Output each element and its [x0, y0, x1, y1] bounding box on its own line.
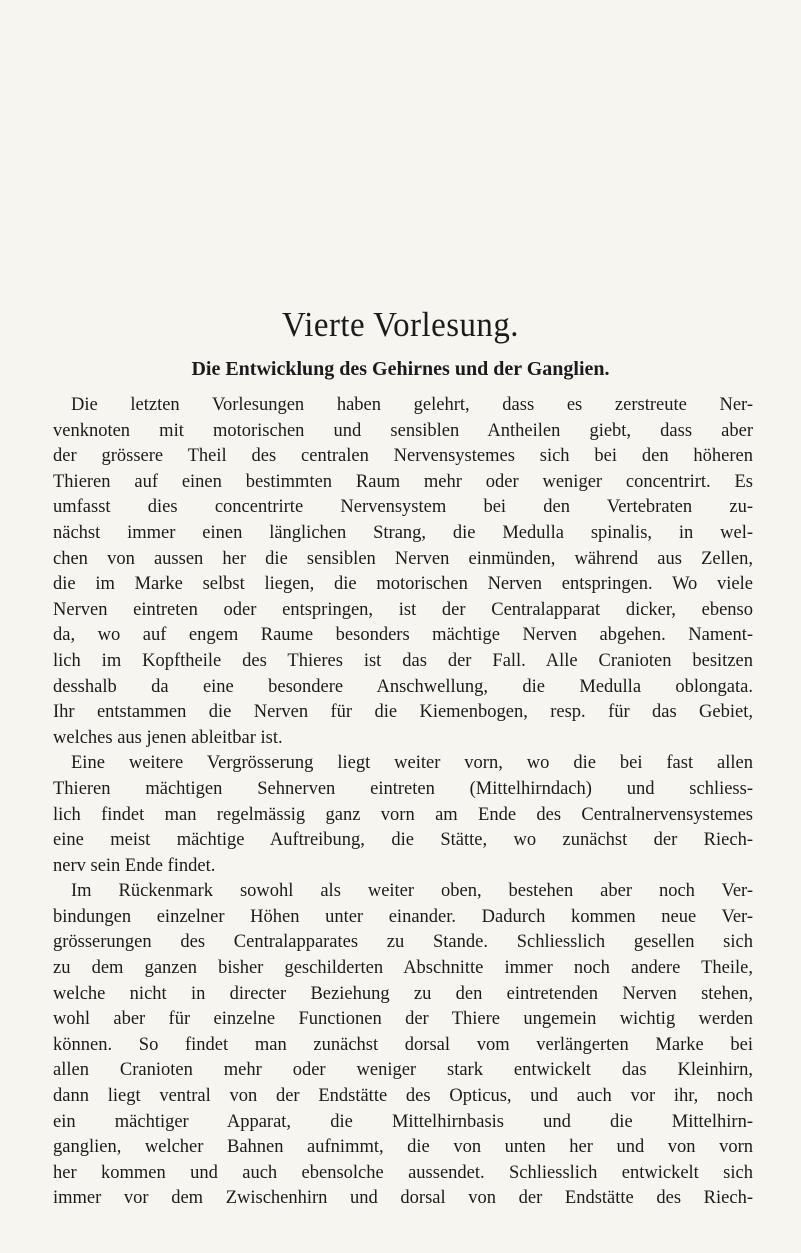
text-line: Thieren mächtigen Sehnerven eintreten (Mittelhirndach) und schliess- — [53, 778, 753, 799]
paragraph-2 — [53, 751, 753, 879]
text-line: Eine weitere Vergrösserung liegt weiter vorn, wo die bei fast allen — [71, 753, 753, 774]
text-line: können. So findet man zunächst dorsal vom verlängerten Marke bei — [53, 1034, 753, 1055]
text-line: chen von aussen her die sensiblen Nerven einmünden, während aus Zellen, — [53, 548, 753, 569]
text-line: venknoten mit motorischen und sensiblen Antheilen giebt, dass aber — [53, 420, 753, 441]
text-line: Nerven eintreten oder entspringen, ist der Centralapparat dicker, ebenso — [53, 599, 753, 620]
text-line: Die letzten Vorlesungen haben gelehrt, dass es zerstreute Ner- — [71, 395, 753, 415]
text-line: die im Marke selbst liegen, die motorischen Nerven entspringen. Wo viele — [53, 574, 753, 595]
section-title: Die Entwicklung des Gehirnes und der Ganglien. — [191, 358, 610, 380]
text-line: der grössere Theil des centralen Nervensystemes sich bei den höheren — [53, 446, 753, 467]
text-line: Thieren auf einen bestimmten Raum mehr oder weniger concentrirt. Es — [53, 471, 753, 492]
paragraph-1 — [53, 393, 753, 751]
text-line: ganglien, welcher Bahnen aufnimmt, die von unten her und von vorn — [53, 1137, 753, 1158]
paragraph-3 — [53, 879, 753, 1212]
text-line: ein mächtiger Apparat, die Mittelhirnbasis und die Mittelhirn- — [53, 1111, 753, 1132]
text-line: welche nicht in directer Beziehung zu den eintretenden Nerven stehen, — [53, 983, 753, 1004]
text-line: bindungen einzelner Höhen unter einander. Dadurch kommen neue Ver- — [53, 906, 753, 927]
body-text — [53, 393, 753, 1212]
text-line: umfasst dies concentrirte Nervensystem bei den Vertebraten zu- — [53, 497, 753, 518]
text-line: Ihr entstammen die Nerven für die Kiemenbogen, resp. für das Gebiet, — [53, 702, 753, 723]
text-line: her kommen und auch ebensolche aussendet. Schliesslich entwickelt sich — [53, 1162, 753, 1183]
text-line: grösserungen des Centralapparates zu Stande. Schliesslich gesellen sich — [53, 932, 753, 953]
text-line: lich findet man regelmässig ganz vorn am Ende des Centralnervensystemes — [53, 804, 753, 825]
text-line: desshalb da eine besondere Anschwellung, die Medulla oblongata. — [53, 676, 753, 697]
text-line: lich im Kopftheile des Thieres ist das der Fall. Alle Cranioten besitzen — [53, 650, 753, 671]
text-line: nächst immer einen länglichen Strang, die Medulla spinalis, in wel- — [53, 522, 753, 543]
text-line: Im Rückenmark sowohl als weiter oben, bestehen aber noch Ver- — [71, 881, 753, 902]
text-line: wohl aber für einzelne Functionen der Thiere ungemein wichtig werden — [53, 1009, 753, 1030]
text-line: nerv sein Ende findet. — [53, 855, 216, 876]
chapter-title: Vierte Vorlesung. — [282, 305, 519, 344]
text-line: da, wo auf engem Raume besonders mächtige Nerven abgehen. Nament- — [53, 625, 753, 646]
text-line: allen Cranioten mehr oder weniger stark entwickelt das Kleinhirn, — [53, 1060, 753, 1081]
text-line: eine meist mächtige Auftreibung, die Stätte, wo zunächst der Riech- — [53, 830, 753, 851]
text-line: immer vor dem Zwischenhirn und dorsal von der Endstätte des Riech- — [53, 1188, 753, 1209]
text-line: dann liegt ventral von der Endstätte des Opticus, und auch vor ihr, noch — [53, 1086, 753, 1107]
text-line: zu dem ganzen bisher geschilderten Abschnitte immer noch andere Theile, — [53, 958, 753, 979]
text-line: welches aus jenen ableitbar ist. — [53, 727, 283, 748]
